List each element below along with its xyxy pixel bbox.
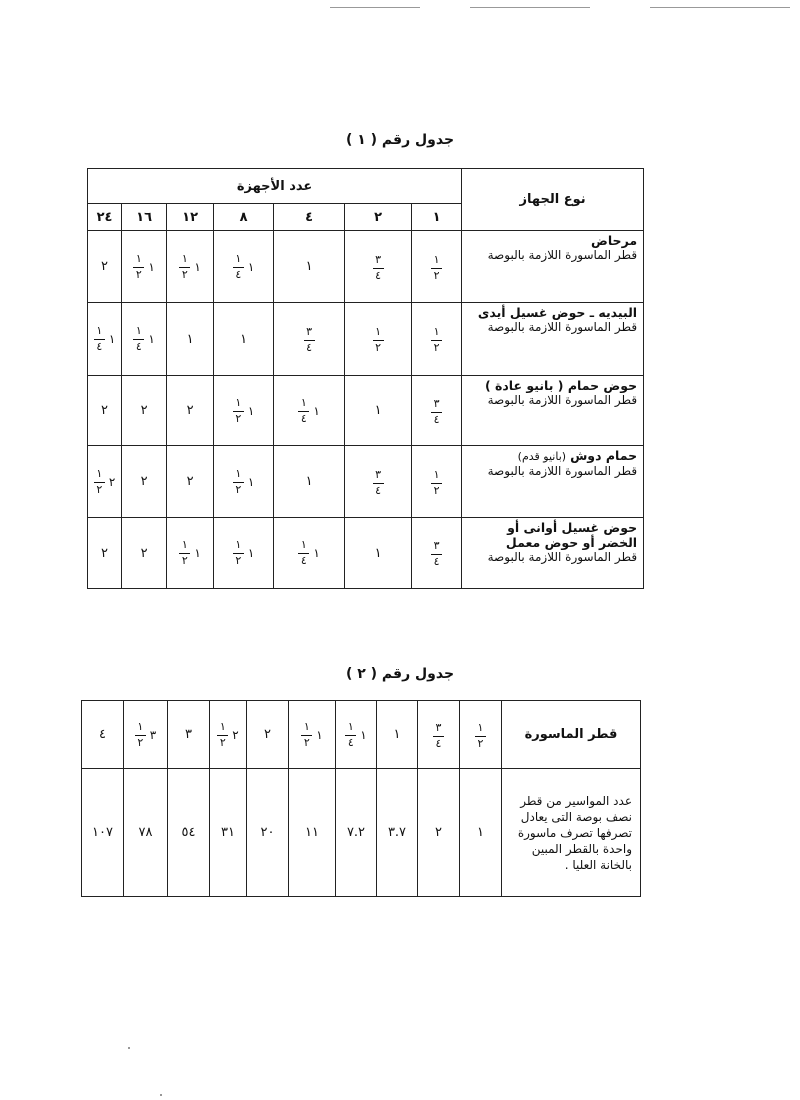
device-diameter-label: قطر الماسورة اللازمة بالبوصة [487,464,638,478]
mixed-fraction [233,539,254,567]
denominator: ٢ [135,267,142,281]
denominator: ٤ [435,736,442,750]
diameter-cell [214,446,274,518]
numerator: ١ [300,395,307,409]
device-diameter-label: قطر الماسورة اللازمة بالبوصة [487,393,638,407]
whole-part: ١ [247,474,255,489]
fraction-stack [233,253,244,281]
value-text: ٤ [99,727,106,742]
diameter-cell [274,376,345,446]
diameter-cell [167,231,214,303]
numerator: ١ [219,719,226,733]
device-count-header: عدد الأجهزة [88,169,462,204]
denominator: ٢ [433,268,440,282]
mixed-fraction [135,721,156,749]
fraction-stack [233,539,244,567]
mixed-fraction [133,253,154,281]
equivalent-count-4: ٧.٢ [336,769,377,897]
denominator: ٤ [433,412,440,426]
denominator: ٤ [347,735,354,749]
integer-value [375,403,382,418]
device-cell [462,446,644,518]
fraction-stack [233,468,244,496]
device-count-3: ٤ [274,204,345,231]
pipe-diameter-5 [289,701,336,769]
equivalent-count-2: ٢ [418,769,460,897]
device-cell [462,518,644,589]
fraction [373,326,384,354]
whole-part: ١ [247,259,255,274]
diameter-cell [345,446,412,518]
integer-value [141,546,148,561]
denominator: ٢ [235,411,242,425]
equivalent-count-8: ٥٤ [168,769,210,897]
numerator: ٣ [435,720,442,734]
diameter-cell [88,518,122,589]
fraction-stack [431,326,442,354]
device-row [88,303,644,376]
fraction-stack [431,254,442,282]
whole-part: ٢ [232,727,239,742]
integer-value [394,727,401,742]
pipe-equivalence-table [81,700,641,897]
fraction-stack [373,469,384,497]
table2-caption: جدول رقم ( ٢ ) [345,666,455,682]
fraction [431,469,442,497]
diameter-cell [88,303,122,376]
value-text: ١ [393,727,401,742]
numerator: ١ [135,324,142,337]
device-name-line [466,233,637,248]
value-text: ١ [186,331,194,347]
whole-part: ١ [194,259,201,274]
equivalent-count-9: ٧٨ [124,769,168,897]
pipe-diameter-8 [168,701,210,769]
fraction-stack [304,326,315,354]
device-name: البيديه ـ حوض غسيل أيدى [477,305,638,320]
integer-value [375,546,382,561]
mixed-fraction [298,539,319,567]
integer-value [141,403,148,418]
denominator: ٤ [375,483,382,497]
fraction-stack [298,539,309,567]
pipe-diameter-1 [460,701,502,769]
equivalent-pipes-label: عدد المواسير من قطر نصف بوصة التى يعادل تصرفها تصرف ماسورة واحدة بالقطر المبين بالخانة العليا . [502,769,641,897]
integer-value [187,403,194,418]
fraction [431,326,442,354]
integer-value [101,259,108,274]
denominator: ٢ [303,735,310,749]
device-row [88,446,644,518]
fraction-stack [433,722,444,750]
device-count-7: ٢٤ [88,204,122,231]
numerator: ١ [300,538,307,551]
diameter-cell [412,446,462,518]
diameter-cell [214,376,274,446]
table1-caption: جدول رقم ( ١ ) [345,132,455,148]
diameter-cell [214,231,274,303]
device-count-1: ١ [412,204,462,231]
device-name-note: (بانيو قدم) [517,450,567,463]
mixed-fraction [133,325,154,353]
device-name-line [466,305,637,320]
numerator: ٣ [306,325,313,338]
equivalent-count-10: ١٠٧ [82,769,124,897]
integer-value [187,332,194,347]
diameter-cell [412,231,462,303]
numerator: ١ [235,251,242,265]
device-count-2: ٢ [345,204,412,231]
diameter-cell [412,303,462,376]
mixed-fraction [94,325,115,353]
mixed-fraction [94,468,115,496]
fraction [373,469,384,497]
pipe-diameter-2 [418,701,460,769]
diameter-cell [122,376,167,446]
numerator: ١ [433,325,440,338]
denominator: ٢ [433,483,440,497]
value-text: ٣ [185,727,192,742]
whole-part: ١ [148,259,155,274]
value-text: ٢ [101,259,109,274]
scan-speck [160,1094,162,1096]
scan-artifact [330,7,420,8]
denominator: ٤ [135,340,142,353]
denominator: ٤ [375,268,382,282]
device-name-line [466,378,637,393]
whole-part: ١ [194,546,201,560]
diameter-cell [88,376,122,446]
whole-part: ١ [247,546,255,560]
numerator: ١ [433,252,440,266]
equivalent-count-1: ١ [460,769,502,897]
device-diameter-label: قطر الماسورة اللازمة بالبوصة [487,320,638,334]
device-name: مرحاض [591,233,638,248]
denominator: ٤ [300,411,307,425]
fraction-stack [431,398,442,426]
numerator: ١ [235,538,242,551]
denominator: ٤ [96,340,103,353]
scan-artifact [470,7,590,8]
value-text: ٢ [186,403,194,418]
fraction-stack [475,722,486,750]
scan-artifact [650,7,790,8]
denominator: ٢ [181,554,188,567]
fraction [431,254,442,282]
value-text: ١ [305,474,313,489]
mixed-fraction [233,468,254,496]
integer-value [99,727,106,742]
device-row [88,376,644,446]
fraction [431,398,442,426]
whole-part: ١ [360,727,367,742]
integer-value [101,403,108,418]
denominator: ٢ [375,341,382,354]
devices-diameter-table [87,168,644,589]
equivalent-count-6: ٢٠ [247,769,289,897]
whole-part: ١ [247,403,255,418]
denominator: ٢ [181,267,188,281]
device-row [88,518,644,589]
numerator: ٣ [375,467,382,481]
device-cell [462,231,644,303]
diameter-cell [214,303,274,376]
denominator: ٢ [433,341,440,354]
diameter-cell [167,518,214,589]
fraction-stack [179,253,190,281]
diameter-cell [88,231,122,303]
numerator: ٣ [433,396,440,410]
numerator: ١ [181,538,188,551]
fraction-stack [233,397,244,425]
pipe-diameter-4 [336,701,377,769]
pipe-diameter-10 [82,701,124,769]
equivalent-count-3: ٣.٧ [377,769,418,897]
device-name: حوض حمام ( بانيو عادة ) [484,378,638,393]
scan-speck [128,1047,130,1049]
mixed-fraction [233,397,254,425]
denominator: ٢ [235,482,242,496]
value-text: ٢ [140,403,148,418]
denominator: ٤ [235,267,242,281]
diameter-cell [167,376,214,446]
whole-part: ٢ [108,474,116,489]
mixed-fraction [217,721,238,749]
numerator: ١ [137,719,144,733]
integer-value [141,474,148,489]
fraction-stack [135,721,146,749]
fraction-stack [217,721,228,749]
device-count-4: ٨ [214,204,274,231]
numerator: ٣ [375,252,382,266]
diameter-cell [274,303,345,376]
diameter-cell [167,446,214,518]
value-text: ١ [374,545,382,561]
numerator: ١ [347,719,354,733]
mixed-fraction [345,721,366,749]
device-name-line [466,520,637,550]
device-cell [462,376,644,446]
numerator: ١ [235,466,242,480]
fraction [431,540,442,568]
fraction-stack [94,468,105,496]
denominator: ٢ [96,482,103,496]
device-cell [462,303,644,376]
fraction [433,722,444,750]
value-text: ١ [374,403,382,418]
diameter-cell [412,518,462,589]
mixed-fraction [298,397,319,425]
fraction-stack [373,254,384,282]
whole-part: ١ [148,332,155,346]
diameter-cell [412,376,462,446]
diameter-cell [274,446,345,518]
equivalent-count-7: ٣١ [210,769,247,897]
numerator: ١ [96,466,103,480]
device-diameter-label: قطر الماسورة اللازمة بالبوصة [487,550,638,564]
value-text: ٢ [101,545,109,561]
device-name-line [466,448,637,464]
denominator: ٢ [477,736,484,750]
numerator: ١ [433,467,440,481]
integer-value [306,474,313,489]
value-text: ٢ [140,545,148,561]
numerator: ١ [303,719,310,733]
device-count-6: ١٦ [122,204,167,231]
diameter-cell [167,303,214,376]
value-text: ٢ [186,474,194,489]
mixed-fraction [179,253,200,281]
whole-part: ٣ [149,727,157,742]
fraction [304,326,315,354]
integer-value [264,727,271,742]
fraction [373,254,384,282]
mixed-fraction [301,721,322,749]
diameter-cell [274,231,345,303]
pipe-diameter-header: قطر الماسورة [502,701,641,769]
device-name: حوض غسيل أوانى أو الخضر أو حوض معمل [505,520,638,550]
diameter-cell [122,303,167,376]
diameter-cell [122,231,167,303]
diameter-cell [122,518,167,589]
pipe-diameter-9 [124,701,168,769]
whole-part: ١ [313,546,320,560]
fraction-stack [94,325,105,353]
denominator: ٢ [219,735,226,749]
integer-value [101,546,108,561]
mixed-fraction [179,539,200,567]
diameter-cell [345,376,412,446]
value-text: ٢ [140,474,148,489]
value-text: ٢ [264,727,271,742]
integer-value [185,727,192,742]
fraction-stack [179,539,190,567]
denominator: ٤ [300,554,307,567]
device-name: حمام دوش [570,448,638,463]
device-row [88,231,644,303]
integer-value [306,259,313,274]
numerator: ٣ [433,539,440,552]
denominator: ٤ [433,555,440,568]
diameter-cell [214,518,274,589]
integer-value [240,332,247,347]
fraction-stack [345,721,356,749]
numerator: ١ [375,325,382,338]
value-text: ١ [305,259,313,274]
fraction-stack [133,253,144,281]
diameter-cell [345,231,412,303]
diameter-cell [345,518,412,589]
whole-part: ١ [313,403,320,418]
diameter-cell [88,446,122,518]
value-text: ١ [240,331,248,347]
fraction-stack [373,326,384,354]
numerator: ١ [235,395,242,409]
denominator: ٢ [235,554,242,567]
pipe-diameter-6 [247,701,289,769]
device-diameter-label: قطر الماسورة اللازمة بالبوصة [487,248,638,262]
numerator: ١ [96,324,103,337]
pipe-diameter-3 [377,701,418,769]
fraction-stack [431,540,442,568]
denominator: ٢ [137,735,144,749]
numerator: ١ [477,720,484,734]
numerator: ١ [181,251,188,265]
device-type-header: نوع الجهاز [462,169,644,231]
diameter-cell [122,446,167,518]
fraction-stack [301,721,312,749]
diameter-cell [345,303,412,376]
fraction [475,722,486,750]
equivalent-count-5: ١١ [289,769,336,897]
whole-part: ١ [316,727,323,742]
integer-value [187,474,194,489]
fraction-stack [298,397,309,425]
pipe-diameter-7 [210,701,247,769]
denominator: ٤ [306,341,313,354]
fraction-stack [431,469,442,497]
numerator: ١ [135,251,142,265]
whole-part: ١ [108,332,116,346]
value-text: ٢ [101,403,109,418]
mixed-fraction [233,253,254,281]
fraction-stack [133,325,144,353]
device-count-5: ١٢ [167,204,214,231]
diameter-cell [274,518,345,589]
